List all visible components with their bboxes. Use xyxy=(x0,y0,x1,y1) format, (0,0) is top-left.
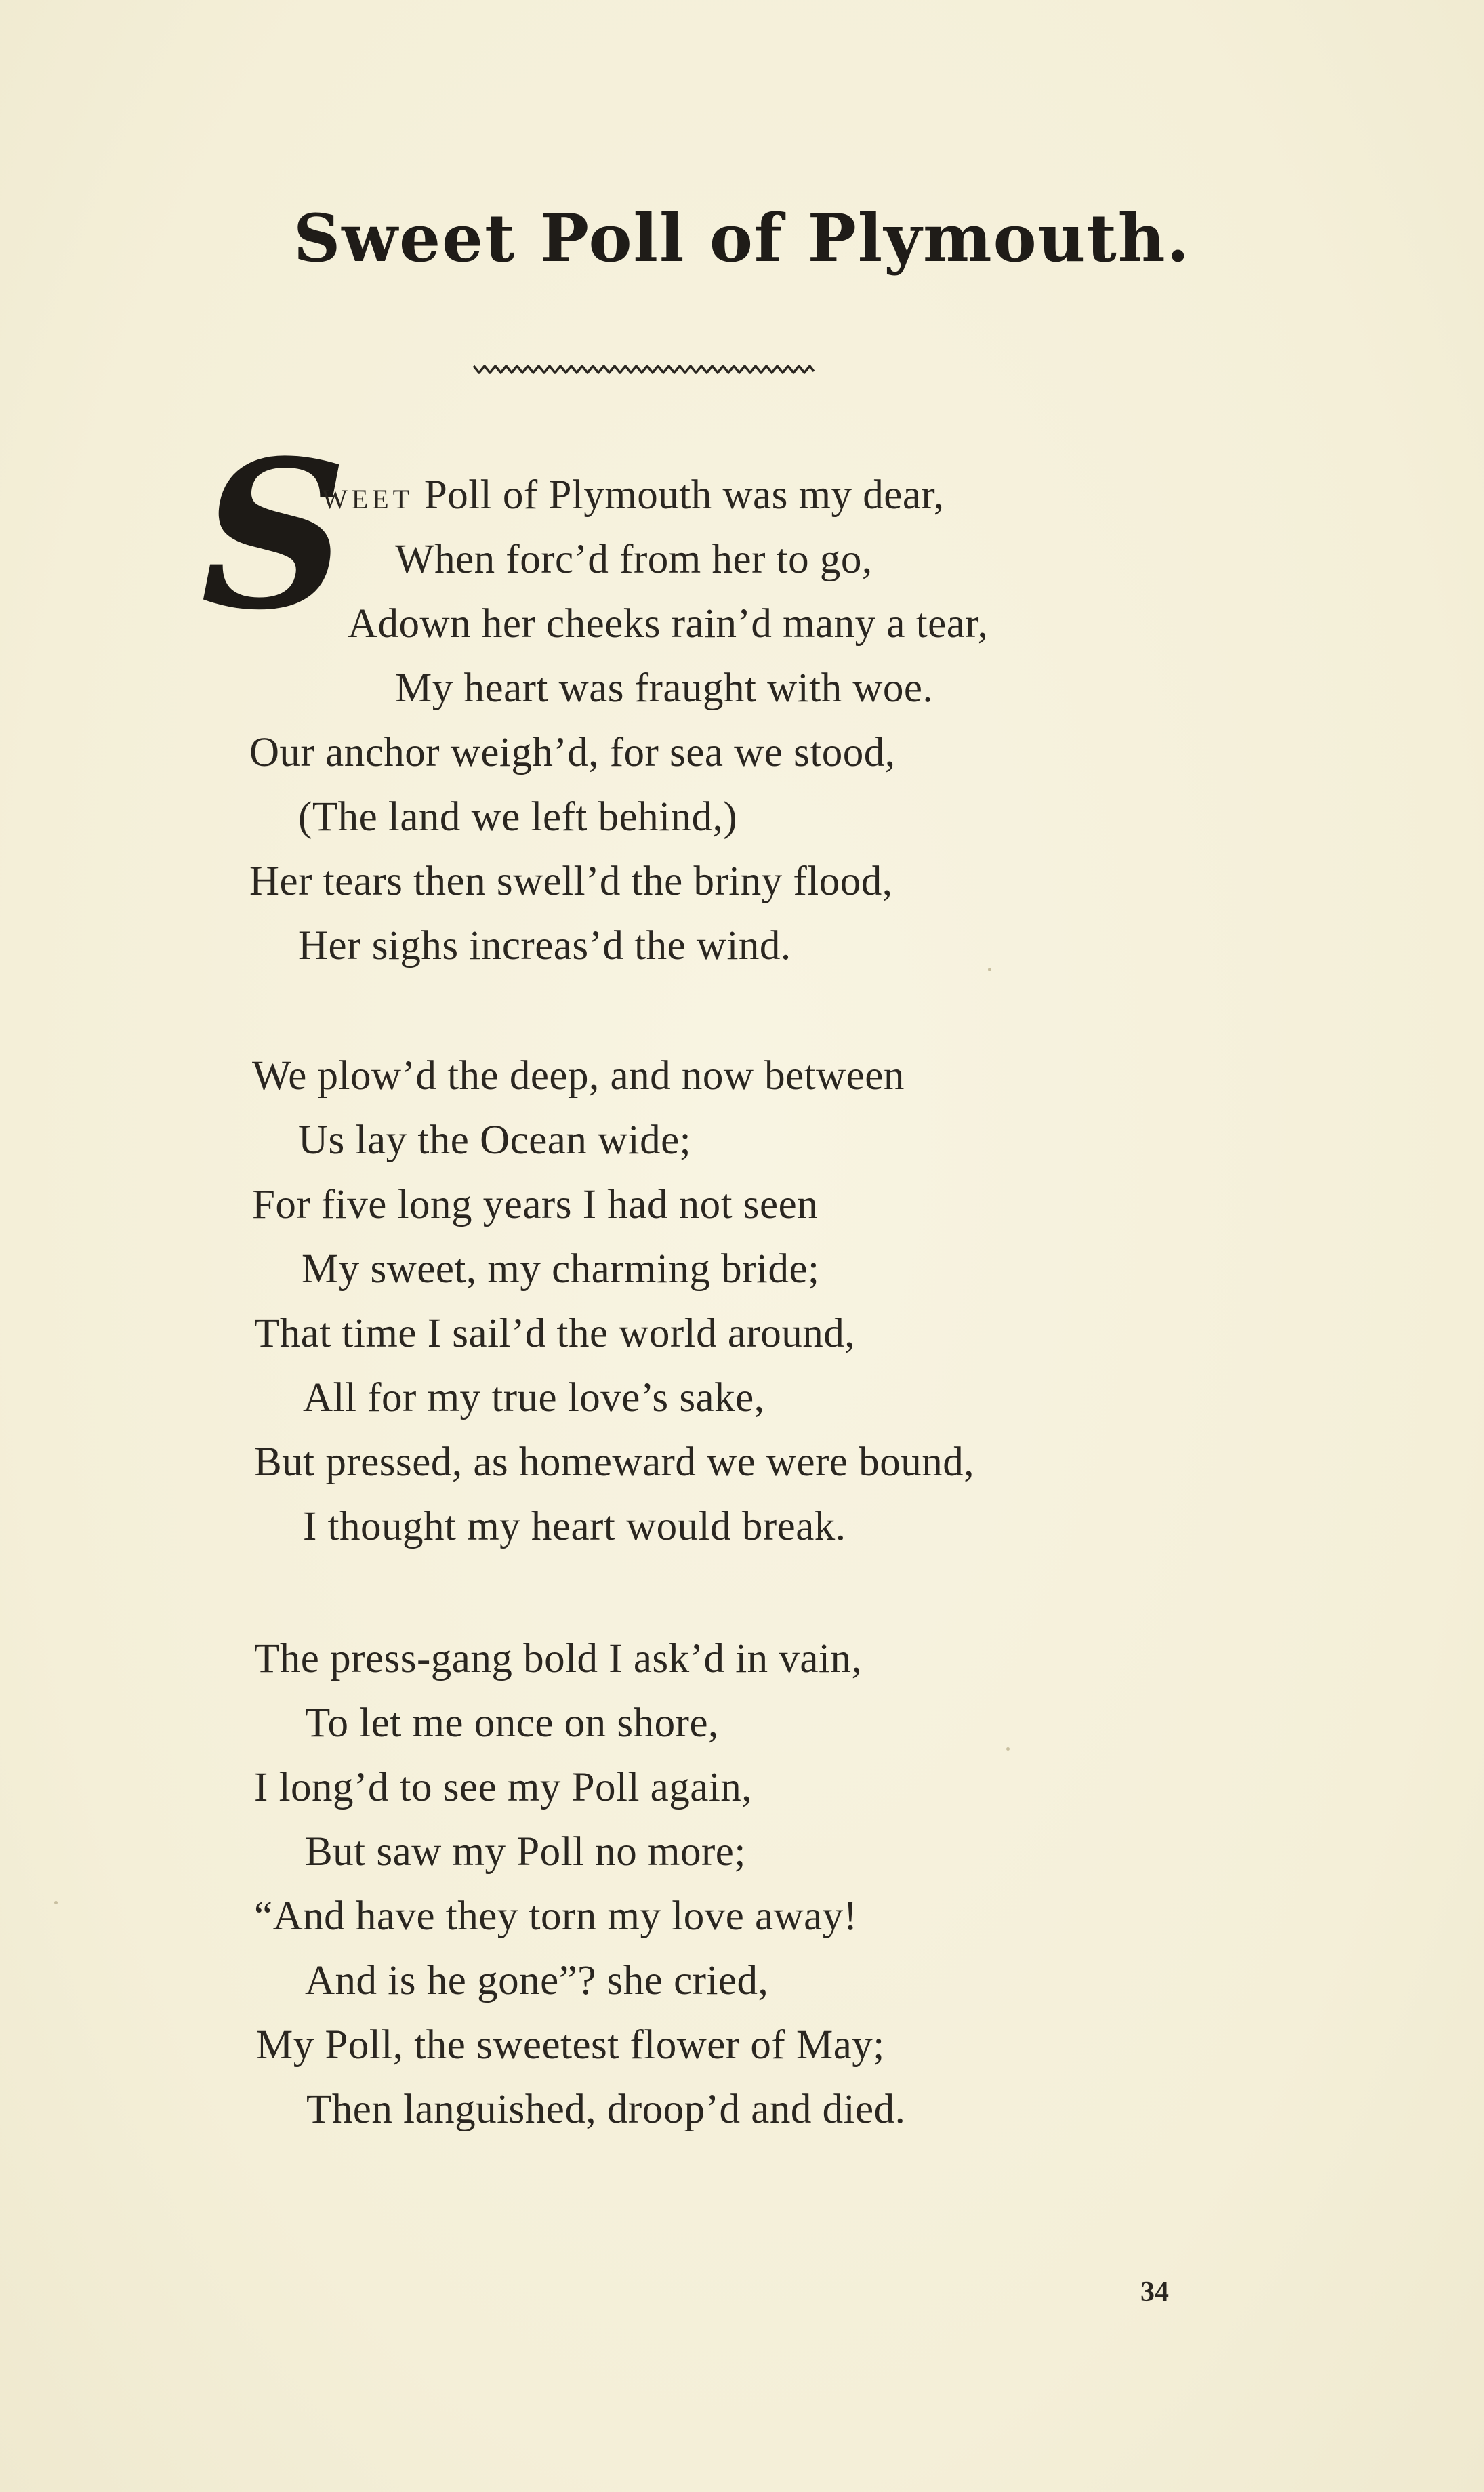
poem-line: We plow’d the deep, and now between xyxy=(252,1053,905,1099)
poem-line: Our anchor weigh’d, for sea we stood, xyxy=(249,730,896,775)
poem-title: Sweet Poll of Plymouth. xyxy=(293,200,1191,277)
poem-line: But pressed, as homeward we were bound, xyxy=(254,1439,974,1485)
poem-line: When forc’d from her to go, xyxy=(395,537,873,582)
poem-line-1 xyxy=(322,474,945,516)
poem-line: That time I sail’d the world around, xyxy=(254,1311,856,1356)
poem-line: (The land we left behind,) xyxy=(298,794,738,840)
poem-line: To let me once on shore, xyxy=(305,1700,719,1746)
poem-line: I thought my heart would break. xyxy=(303,1504,846,1549)
poem-line: Adown her cheeks rain’d many a tear, xyxy=(348,601,989,647)
poem-line: I long’d to see my Poll again, xyxy=(254,1765,753,1810)
poem-line: My sweet, my charming bride; xyxy=(302,1246,820,1292)
poem-line: Then languished, droop’d and died. xyxy=(306,2087,906,2132)
poem-line: “And have they torn my love away! xyxy=(254,1894,858,1939)
poem-line: All for my true love’s sake, xyxy=(303,1375,765,1421)
poem-line: Her tears then swell’d the briny flood, xyxy=(249,859,893,904)
poem-line: The press-gang bold I ask’d in vain, xyxy=(254,1636,863,1681)
poem-line: Her sighs increas’d the wind. xyxy=(298,923,791,968)
poem-line: For five long years I had not seen xyxy=(252,1182,819,1227)
drop-cap: S xyxy=(201,415,348,655)
poem-line: But saw my Poll no more; xyxy=(305,1829,746,1875)
poem-line: Us lay the Ocean wide; xyxy=(298,1118,692,1163)
paper-speck xyxy=(54,1901,58,1904)
page-number: 34 xyxy=(1140,2276,1169,2308)
first-line-text: Poll of Plymouth was my dear, xyxy=(413,472,945,518)
poem-line: My Poll, the sweetest flower of May; xyxy=(256,2022,885,2068)
wavy-rule-ornament xyxy=(472,361,815,380)
first-word-smallcaps: WEET xyxy=(322,484,414,514)
poem-line: My heart was fraught with woe. xyxy=(395,666,934,711)
paper-speck xyxy=(1006,1747,1010,1751)
paper-speck xyxy=(988,968,991,971)
poem-line: And is he gone”? she cried, xyxy=(305,1958,769,2003)
